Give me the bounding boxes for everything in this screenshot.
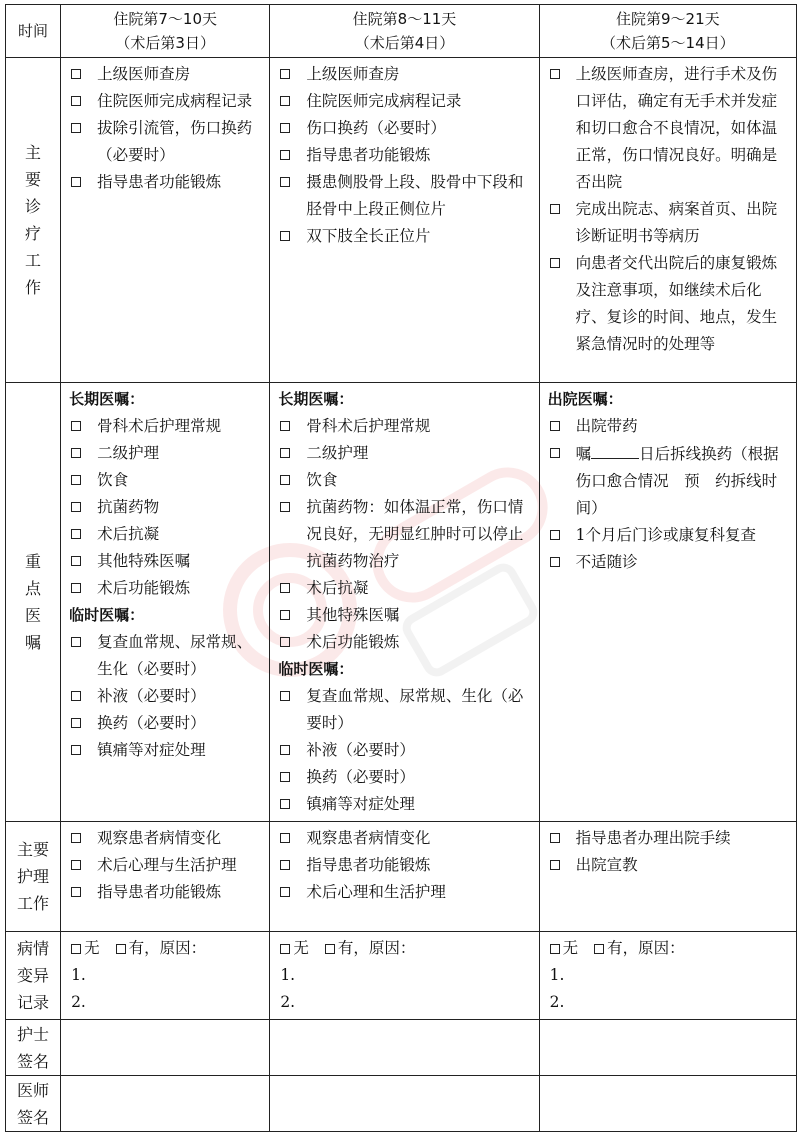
checkbox[interactable] [280, 637, 290, 647]
list-item: 指导患者功能锻炼 [278, 852, 532, 879]
list-item: 向患者交代出院后的康复锻炼及注意事项，如继续术后化疗、复诊的时间、地点，发生紧急情况时的处理等 [548, 250, 790, 358]
list-item: 术后抗凝 [69, 521, 263, 548]
header-col1-line2: （术后第3日） [115, 34, 215, 52]
list-item: 二级护理 [69, 440, 263, 467]
checkbox[interactable] [550, 258, 560, 268]
temporary-orders-title: 临时医嘱： [69, 606, 145, 624]
checkbox[interactable] [280, 150, 290, 160]
option-none: 无 [84, 939, 100, 957]
checkbox[interactable] [71, 475, 81, 485]
checkbox[interactable] [71, 502, 81, 512]
checkbox[interactable] [280, 475, 290, 485]
nurse-sign-row [6, 1020, 797, 1076]
list-item [548, 440, 790, 522]
checkbox[interactable] [71, 718, 81, 728]
checkbox[interactable] [71, 691, 81, 701]
reason-line-2[interactable]: 2. [549, 993, 565, 1011]
checkbox[interactable] [71, 860, 81, 870]
long-term-orders-title: 长期医嘱： [278, 390, 354, 408]
list-item: 摄患侧股骨上段、股骨中下段和胫骨中上段正侧位片 [278, 169, 532, 223]
variation-col1 [61, 932, 270, 1020]
orders-col1 [61, 383, 270, 822]
list-item: 指导患者办理出院手续 [548, 825, 790, 852]
checkbox[interactable] [550, 530, 560, 540]
nursing-col3 [539, 822, 796, 932]
nurse-sign-col2[interactable] [270, 1020, 539, 1076]
diagnosis-col2 [270, 58, 539, 383]
list-item: 补液（必要时） [278, 737, 532, 764]
checkbox[interactable] [550, 833, 560, 843]
nurse-sign-col3[interactable] [539, 1020, 796, 1076]
list-item: 术后抗凝 [278, 575, 532, 602]
variation-label: 病情 变异 记录 [6, 932, 61, 1020]
diagnosis-col1 [61, 58, 270, 383]
list-item: 镇痛等对症处理 [278, 791, 532, 818]
list-item: 不适随诊 [548, 549, 790, 576]
reason-line-1[interactable]: 1. [71, 966, 86, 984]
list-item: 饮食 [278, 467, 532, 494]
list-item: 骨科术后护理常规 [278, 413, 532, 440]
checkbox[interactable] [280, 583, 290, 593]
checkbox[interactable] [280, 860, 290, 870]
list-item: 拔除引流管，伤口换药（必要时） [69, 115, 263, 169]
list-item: 出院宣教 [548, 852, 790, 879]
list-item: 完成出院志、病案首页、出院诊断证明书等病历 [548, 196, 790, 250]
option-none: 无 [562, 939, 579, 957]
diagnosis-row [6, 58, 797, 383]
list-item: 上级医师查房 [278, 61, 532, 88]
nurse-sign-label: 护士 签名 [6, 1020, 61, 1076]
list-item: 双下肢全长正位片 [278, 223, 532, 250]
doctor-sign-row [6, 1076, 797, 1132]
checkbox[interactable] [71, 123, 81, 133]
checkbox[interactable] [280, 177, 290, 187]
checkbox[interactable] [280, 502, 290, 512]
checkbox[interactable] [280, 69, 290, 79]
checkbox[interactable] [71, 421, 81, 431]
instruction-suffix: 日后拆线换药（根据伤口愈合情况 预 约拆线时间） [575, 445, 779, 517]
header-col3-line2: （术后第5～14日） [601, 34, 735, 52]
long-term-orders-title: 长期医嘱： [69, 390, 145, 408]
nursing-row [6, 822, 797, 932]
nursing-label: 主要 护理 工作 [6, 822, 61, 932]
checkbox[interactable] [71, 529, 81, 539]
list-item: 住院医师完成病程记录 [278, 88, 532, 115]
clinical-pathway-table [5, 4, 797, 1132]
checkbox[interactable] [280, 123, 290, 133]
list-item: 二级护理 [278, 440, 532, 467]
list-item: 指导患者功能锻炼 [69, 169, 263, 196]
option-has: 有，原因： [607, 939, 685, 957]
checkbox[interactable] [280, 610, 290, 620]
checkbox-has[interactable] [325, 944, 335, 954]
checkbox[interactable] [550, 448, 560, 458]
list-item: 换药（必要时） [278, 764, 532, 791]
checkbox[interactable] [280, 772, 290, 782]
checkbox[interactable] [280, 421, 290, 431]
diagnosis-label: 主 要 诊 疗 工 作 [6, 58, 61, 383]
list-item: 伤口换药（必要时） [278, 115, 532, 142]
list-item: 换药（必要时） [69, 710, 263, 737]
list-item: 观察患者病情变化 [69, 825, 263, 852]
checkbox-none[interactable] [71, 944, 81, 954]
header-col1-line1: 住院第7～10天 [113, 10, 217, 28]
variation-col3 [539, 932, 796, 1020]
instruction-prefix: 嘱 [575, 445, 592, 463]
doctor-sign-col1[interactable] [61, 1076, 270, 1132]
header-col3-line1: 住院第9～21天 [616, 10, 720, 28]
option-has: 有，原因： [337, 939, 416, 957]
doctor-sign-label: 医师 签名 [6, 1076, 61, 1132]
reason-line-1[interactable]: 1. [549, 966, 565, 984]
list-item: 饮食 [69, 467, 263, 494]
reason-line-2[interactable]: 2. [71, 993, 86, 1011]
list-item: 骨科术后护理常规 [69, 413, 263, 440]
list-item: 上级医师查房，进行手术及伤口评估，确定有无手术并发症和切口愈合不良情况，如体温正常，伤口情况良好。明确是否出院 [548, 61, 790, 196]
reason-line-1[interactable]: 1. [280, 966, 296, 984]
list-item: 指导患者功能锻炼 [69, 879, 263, 906]
list-item: 指导患者功能锻炼 [278, 142, 532, 169]
reason-line-2[interactable]: 2. [280, 993, 296, 1011]
list-item: 住院医师完成病程记录 [69, 88, 263, 115]
list-item: 观察患者病情变化 [278, 825, 532, 852]
header-col1 [61, 5, 270, 58]
header-row [6, 5, 797, 58]
checkbox[interactable] [280, 799, 290, 809]
list-item: 术后功能锻炼 [278, 629, 532, 656]
checkbox[interactable] [71, 887, 81, 897]
checkbox[interactable] [71, 637, 81, 647]
list-item: 1个月后门诊或康复科复查 [548, 522, 790, 549]
checkbox-has[interactable] [116, 944, 126, 954]
variation-row [6, 932, 797, 1020]
checkbox[interactable] [71, 745, 81, 755]
header-col3 [539, 5, 796, 58]
checkbox[interactable] [71, 583, 81, 593]
checkbox-none[interactable] [280, 944, 290, 954]
checkbox[interactable] [280, 691, 290, 701]
checkbox[interactable] [550, 204, 560, 214]
list-item: 抗菌药物：如体温正常，伤口情况良好，无明显红肿时可以停止抗菌药物治疗 [278, 494, 532, 575]
option-has: 有，原因： [128, 939, 207, 957]
checkbox[interactable] [550, 860, 560, 870]
checkbox[interactable] [280, 231, 290, 241]
doctor-sign-col2[interactable] [270, 1076, 539, 1132]
checkbox[interactable] [71, 833, 81, 843]
checkbox[interactable] [71, 448, 81, 458]
list-item: 术后功能锻炼 [69, 575, 263, 602]
checkbox[interactable] [550, 421, 560, 431]
checkbox[interactable] [280, 96, 290, 106]
variation-col2 [270, 932, 539, 1020]
orders-label: 重 点 医 嘱 [6, 383, 61, 822]
checkbox[interactable] [71, 96, 81, 106]
checkbox[interactable] [71, 556, 81, 566]
list-item: 复查血常规、尿常规、生化（必要时） [69, 629, 263, 683]
checkbox[interactable] [71, 177, 81, 187]
list-item: 术后心理和生活护理 [278, 879, 532, 906]
orders-col2 [270, 383, 539, 822]
list-item: 术后心理与生活护理 [69, 852, 263, 879]
time-label: 时间 [6, 5, 61, 58]
doctor-sign-col3[interactable] [539, 1076, 796, 1132]
checkbox-has[interactable] [594, 944, 604, 954]
list-item: 镇痛等对症处理 [69, 737, 263, 764]
checkbox[interactable] [280, 833, 290, 843]
checkbox[interactable] [280, 745, 290, 755]
option-none: 无 [293, 939, 309, 957]
nursing-col1 [61, 822, 270, 932]
checkbox[interactable] [550, 69, 560, 79]
days-blank[interactable] [591, 440, 639, 459]
checkbox[interactable] [280, 887, 290, 897]
orders-col3 [539, 383, 796, 822]
nurse-sign-col1[interactable] [61, 1020, 270, 1076]
temporary-orders-title: 临时医嘱： [278, 660, 354, 678]
checkbox[interactable] [280, 448, 290, 458]
list-item: 上级医师查房 [69, 61, 263, 88]
list-item: 其他特殊医嘱 [69, 548, 263, 575]
discharge-orders-title: 出院医嘱： [547, 390, 623, 408]
checkbox[interactable] [550, 557, 560, 567]
list-item: 复查血常规、尿常规、生化（必要时） [278, 683, 532, 737]
list-item: 其他特殊医嘱 [278, 602, 532, 629]
checkbox[interactable] [71, 69, 81, 79]
orders-row [6, 383, 797, 822]
diagnosis-col3 [539, 58, 796, 383]
checkbox-none[interactable] [550, 944, 560, 954]
list-item: 出院带药 [548, 413, 790, 440]
header-col2-line1: 住院第8～11天 [352, 10, 457, 28]
header-col2 [270, 5, 539, 58]
list-item: 补液（必要时） [69, 683, 263, 710]
header-col2-line2: （术后第4日） [354, 34, 455, 52]
list-item: 抗菌药物 [69, 494, 263, 521]
nursing-col2 [270, 822, 539, 932]
